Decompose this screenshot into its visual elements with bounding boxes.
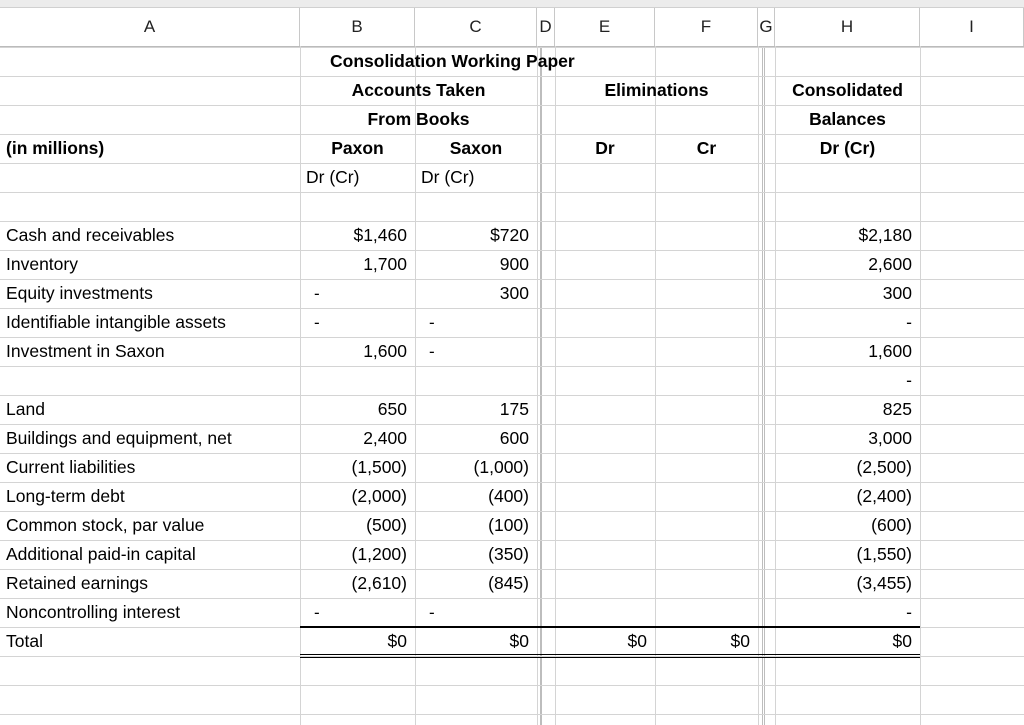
cell-paxon[interactable]: 1,600 — [363, 341, 407, 361]
cell-dr[interactable] — [555, 453, 655, 482]
cell-paxon[interactable]: (1,200) — [351, 544, 407, 564]
cell-dr[interactable] — [555, 511, 655, 540]
column-header-f[interactable]: F — [655, 8, 758, 46]
gridline-horizontal — [0, 714, 1024, 715]
cell-saxon[interactable] — [415, 366, 537, 395]
row-label[interactable]: Investment in Saxon — [6, 341, 165, 361]
cell-saxon[interactable]: 900 — [499, 254, 529, 274]
row-label[interactable]: Inventory — [6, 254, 78, 274]
cell-cr[interactable] — [655, 279, 758, 308]
cell-paxon[interactable]: 2,400 — [363, 428, 407, 448]
header-in-millions[interactable]: (in millions) — [6, 138, 105, 158]
row-label[interactable]: Total — [6, 631, 43, 651]
gridline-vertical — [758, 46, 759, 725]
row-label[interactable]: Equity investments — [6, 283, 153, 303]
cell-cr[interactable] — [655, 598, 758, 627]
cell-consolidated[interactable]: 3,000 — [868, 428, 912, 448]
cell-cr[interactable] — [655, 482, 758, 511]
column-header-b[interactable]: B — [300, 8, 415, 46]
cell-dr[interactable] — [555, 279, 655, 308]
cell-consolidated[interactable]: 300 — [882, 283, 912, 303]
cell-consolidated[interactable]: 1,600 — [868, 341, 912, 361]
cell-cr[interactable] — [655, 308, 758, 337]
gridline-vertical — [537, 46, 538, 725]
row-label[interactable]: Common stock, par value — [6, 515, 205, 535]
cell-paxon[interactable]: (2,000) — [351, 486, 407, 506]
cell-paxon[interactable]: (500) — [366, 515, 407, 535]
cell-paxon[interactable]: $0 — [387, 631, 407, 651]
cell-saxon[interactable]: $0 — [509, 631, 529, 651]
sheet-title[interactable]: Consolidation Working Paper — [330, 51, 575, 71]
cell-saxon[interactable]: 600 — [499, 428, 529, 448]
gridline-vertical — [764, 46, 765, 725]
column-header-i[interactable]: I — [920, 8, 1024, 46]
total-top-border — [300, 626, 920, 628]
cell-dr[interactable] — [555, 424, 655, 453]
row-label[interactable]: Current liabilities — [6, 457, 136, 477]
header-from-books[interactable]: From Books — [367, 109, 470, 129]
cell-saxon[interactable]: - — [429, 342, 435, 361]
column-header-c[interactable]: C — [415, 8, 537, 46]
header-consolidated-drcr[interactable]: Dr (Cr) — [819, 138, 876, 158]
cell-cr[interactable] — [655, 250, 758, 279]
cell-dr[interactable] — [555, 337, 655, 366]
header-accounts-taken[interactable]: Accounts Taken — [351, 80, 486, 100]
column-header-h[interactable]: H — [775, 8, 920, 46]
total-double-underline — [300, 654, 920, 658]
cell-saxon[interactable]: 175 — [499, 399, 529, 419]
header-saxon-drcr[interactable]: Dr (Cr) — [421, 167, 475, 187]
cell-paxon[interactable] — [300, 366, 415, 395]
cell-dr[interactable] — [555, 598, 655, 627]
column-header-a[interactable]: A — [0, 8, 300, 46]
gridline-horizontal — [0, 192, 1024, 193]
cell-paxon[interactable]: - — [314, 284, 320, 303]
cell-saxon[interactable]: - — [429, 313, 435, 332]
cell-consolidated[interactable]: - — [906, 602, 912, 622]
cell-cr[interactable] — [655, 366, 758, 395]
column-header-d[interactable]: D — [537, 8, 555, 46]
cell-paxon[interactable]: $1,460 — [353, 225, 407, 245]
cell-cr[interactable] — [655, 221, 758, 250]
cell-paxon[interactable]: - — [314, 313, 320, 332]
column-header-e[interactable]: E — [555, 8, 655, 46]
cell-consolidated[interactable]: - — [906, 312, 912, 332]
cell-cr[interactable]: $0 — [730, 631, 750, 651]
gridline-vertical — [762, 46, 763, 725]
cell-dr[interactable] — [555, 221, 655, 250]
cell-dr[interactable] — [555, 308, 655, 337]
cell-paxon[interactable]: 650 — [377, 399, 407, 419]
cell-consolidated[interactable]: (3,455) — [856, 573, 912, 593]
gridline-horizontal — [0, 685, 1024, 686]
cell-cr[interactable] — [655, 337, 758, 366]
cell-paxon[interactable]: 1,700 — [363, 254, 407, 274]
row-label[interactable]: Retained earnings — [6, 573, 149, 593]
row-label[interactable]: Buildings and equipment, net — [6, 428, 232, 448]
cell-cr[interactable] — [655, 511, 758, 540]
cell-saxon[interactable]: (100) — [488, 515, 529, 535]
gridline-vertical — [541, 46, 542, 725]
cell-cr[interactable] — [655, 540, 758, 569]
cell-consolidated[interactable]: - — [906, 370, 912, 390]
row-label[interactable]: Cash and receivables — [6, 225, 175, 245]
cell-dr[interactable] — [555, 250, 655, 279]
cell-saxon[interactable]: (350) — [488, 544, 529, 564]
cell-paxon[interactable]: (2,610) — [351, 573, 407, 593]
cell-consolidated[interactable]: (1,550) — [856, 544, 912, 564]
cell-dr[interactable] — [555, 569, 655, 598]
row-label[interactable]: Long-term debt — [6, 486, 125, 506]
header-strip — [0, 0, 1024, 8]
header-dr[interactable]: Dr — [595, 138, 615, 158]
cell-consolidated[interactable]: 2,600 — [868, 254, 912, 274]
cell-cr[interactable] — [655, 424, 758, 453]
row-label[interactable]: Identifiable intangible assets — [6, 312, 226, 332]
row-label[interactable]: Land — [6, 399, 45, 419]
header-cr[interactable]: Cr — [696, 138, 717, 158]
cell-consolidated[interactable]: (600) — [871, 515, 912, 535]
cell-paxon[interactable]: (1,500) — [351, 457, 407, 477]
header-paxon-drcr[interactable]: Dr (Cr) — [306, 167, 360, 187]
cell-saxon[interactable]: $720 — [490, 225, 529, 245]
header-saxon[interactable]: Saxon — [449, 138, 503, 158]
row-label[interactable]: Additional paid-in capital — [6, 544, 196, 564]
cell-cr[interactable] — [655, 569, 758, 598]
cell-consolidated[interactable]: (2,400) — [856, 486, 912, 506]
cell-cr[interactable] — [655, 453, 758, 482]
header-balances[interactable]: Balances — [809, 109, 886, 129]
cell-consolidated[interactable]: $2,180 — [858, 225, 912, 245]
cell-saxon[interactable]: (845) — [488, 573, 529, 593]
cell-saxon[interactable]: 300 — [499, 283, 529, 303]
gridline-vertical — [920, 46, 921, 725]
row-label[interactable]: Noncontrolling interest — [6, 602, 181, 622]
cell-consolidated[interactable]: $0 — [892, 631, 912, 651]
cell-dr[interactable] — [555, 540, 655, 569]
cell-paxon[interactable]: - — [314, 603, 320, 622]
cell-dr[interactable]: $0 — [627, 631, 647, 651]
cell-cr[interactable] — [655, 395, 758, 424]
cell-dr[interactable] — [555, 395, 655, 424]
header-eliminations[interactable]: Eliminations — [604, 80, 709, 100]
header-paxon[interactable]: Paxon — [331, 138, 384, 158]
header-consolidated[interactable]: Consolidated — [792, 80, 903, 100]
cell-consolidated[interactable]: 825 — [882, 399, 912, 419]
column-header-g[interactable]: G — [758, 8, 775, 46]
row-label[interactable] — [0, 366, 300, 395]
cell-saxon[interactable]: (1,000) — [473, 457, 529, 477]
cell-saxon[interactable]: - — [429, 603, 435, 622]
cell-saxon[interactable]: (400) — [488, 486, 529, 506]
cell-dr[interactable] — [555, 482, 655, 511]
cell-consolidated[interactable]: (2,500) — [856, 457, 912, 477]
cell-dr[interactable] — [555, 366, 655, 395]
